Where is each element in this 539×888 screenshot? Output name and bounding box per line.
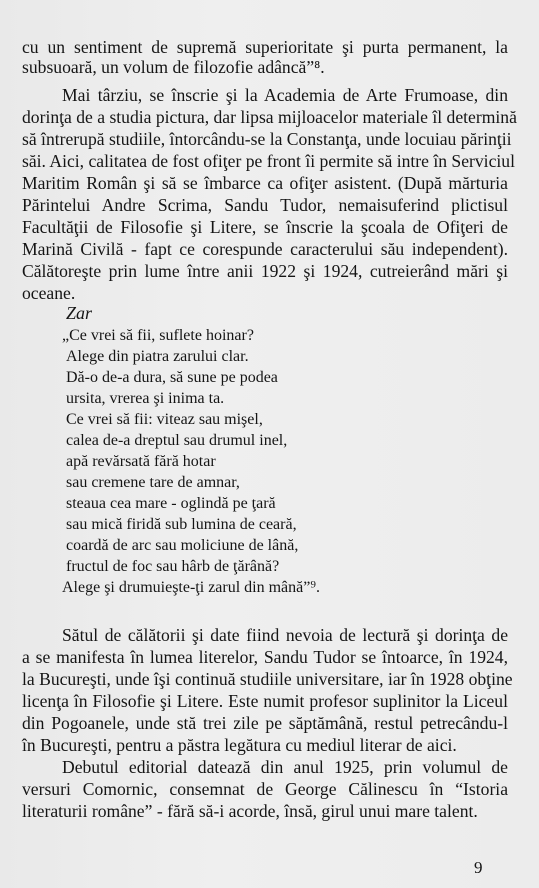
poem-line: Dă-o de-a dura, să sune pe podea [66, 369, 278, 386]
body-text-line: în Bucureşti, pentru a păstra legătura cu mediul literar de aici. [22, 735, 457, 755]
body-text-line: oceane. [22, 283, 76, 303]
body-text-line: săi. Aici, calitatea de fost ofiţer pe front îi permite să intre în Serviciul [22, 151, 515, 171]
poem-line: ursita, vrerea şi inima ta. [66, 390, 225, 407]
poem-line: Alege din piatra zarului clar. [66, 348, 249, 365]
body-text-line: Facultăţii de Filosofie şi Litere, se înscrie la şcoala de Ofiţeri de [22, 217, 508, 237]
body-text-line: dorinţa de a studia pictura, dar lipsa mijloacelor materiale îl determină [22, 107, 517, 127]
body-text-line: a se manifesta în lumea literelor, Sandu Tudor se întoarce, în 1924, [22, 647, 508, 667]
body-text-line: licenţa în Filosofie şi Litere. Este numit profesor suplinitor la Liceul [22, 691, 508, 711]
body-text-line: Călătoreşte prin lume între anii 1922 şi 1924, cutreierând mări şi [22, 261, 508, 281]
body-text-line: să întrerupă studiile, întorcându-se la Constanţa, unde locuiau părinţii [22, 129, 512, 149]
poem-line: sau mică firidă sub lumina de ceară, [66, 516, 297, 533]
body-text-line: literaturii române” - fără să-i acorde, însă, girul unui mare talent. [22, 801, 478, 821]
body-text-line: din Pogoanele, unde stă trei zile pe săptămână, restul petrecându-l [22, 713, 508, 733]
poem-line: Ce vrei să fii: viteaz sau mişel, [66, 411, 263, 428]
body-text-line: Părintelui Andre Scrima, Sandu Tudor, nemaisuferind plictisul [22, 195, 508, 215]
body-text-line: Mai târziu, se înscrie şi la Academia de Arte Frumoase, din [62, 85, 508, 105]
poem-line: apă revărsată fără hotar [66, 453, 216, 470]
poem-line: steaua cea mare - oglindă pe ţară [66, 495, 276, 512]
poem-line: „Ce vrei să fii, suflete hoinar? [62, 327, 254, 344]
body-text-line: versuri Comornic, consemnat de George Călinescu în “Istoria [22, 779, 508, 799]
body-text-line: subsuoară, un volum de filozofie adâncă”⁸. [22, 57, 325, 77]
body-text-line: Sătul de călătorii şi date fiind nevoia de lectură şi dorinţa de [62, 625, 508, 645]
page-number: 9 [474, 858, 483, 877]
poem-line: calea de-a dreptul sau drumul inel, [66, 432, 288, 449]
poem-line: Alege şi drumuieşte-ţi zarul din mână”⁹. [62, 579, 320, 596]
body-text-line: la Bucureşti, unde îşi continuă studiile universitare, iar în 1928 obţine [22, 669, 513, 689]
body-text-line: cu un sentiment de supremă superioritate şi purta permanent, la [22, 37, 508, 57]
body-text-line: Marină Civilă - fapt ce corespunde caracterului său independent). [22, 239, 508, 259]
poem-line: sau cremene tare de amnar, [66, 474, 240, 491]
poem-line: fructul de foc sau hârb de ţărână? [66, 558, 280, 575]
poem-line: coardă de arc sau moliciune de lână, [66, 537, 299, 554]
body-text-line: Debutul editorial datează din anul 1925, prin volumul de [62, 757, 508, 777]
poem-title: Zar [66, 303, 93, 323]
body-text-line: Maritim Român şi să se îmbarce ca ofiţer asistent. (După mărturia [22, 173, 508, 193]
